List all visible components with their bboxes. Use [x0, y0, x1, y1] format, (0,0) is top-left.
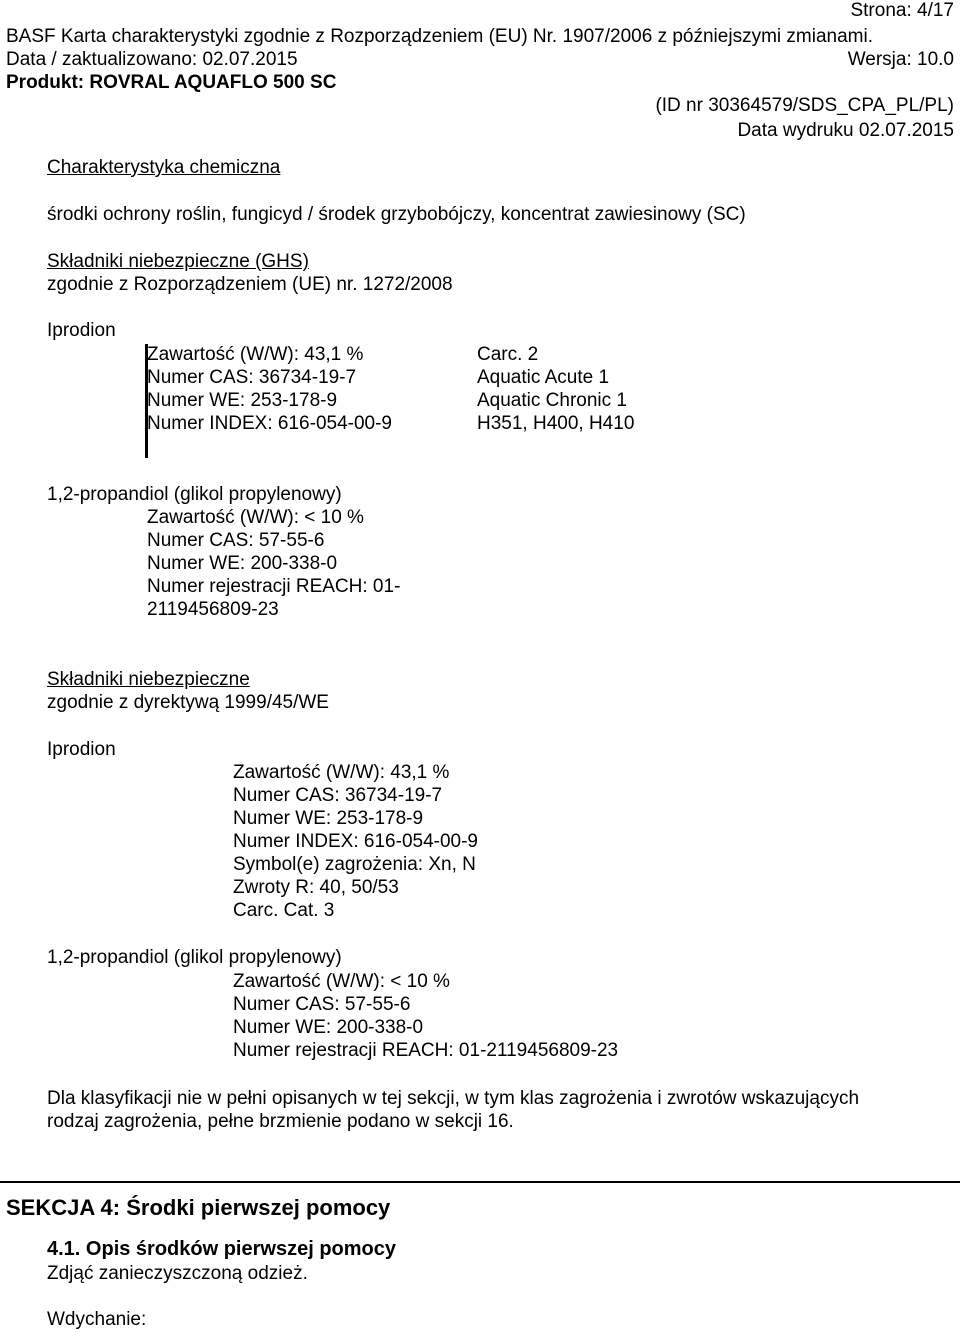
classification-note-line1: Dla klasyfikacji nie w pełni opisanych w tej sekcji, w tym klas zagrożenia i zwrotów wskazujących — [47, 1088, 860, 1109]
ghs-iprodion-index: Numer INDEX: 616-054-00-9 — [147, 413, 392, 434]
dir-heading: Składniki niebezpieczne — [47, 669, 250, 690]
document-title: BASF Karta charakterystyki zgodnie z Rozporządzeniem (EU) Nr. 1907/2006 z późniejszymi zmianami. — [6, 26, 873, 47]
date-updated: Data / zaktualizowano: 02.07.2015 — [6, 49, 298, 70]
ghs-propandiol-content: Zawartość (W/W): < 10 % — [147, 507, 364, 528]
ghs-iprodion-name: Iprodion — [47, 320, 116, 341]
section4-text: Zdjąć zanieczyszczoną odzież. — [47, 1263, 308, 1284]
ghs-propandiol-cas: Numer CAS: 57-55-6 — [147, 530, 325, 551]
page-number: Strona: 4/17 — [850, 0, 954, 21]
dir-iprodion-name: Iprodion — [47, 739, 116, 760]
dir-propandiol-name: 1,2-propandiol (glikol propylenowy) — [47, 947, 342, 968]
version: Wersja: 10.0 — [847, 49, 954, 70]
ghs-iprodion-class-carc: Carc. 2 — [477, 344, 539, 365]
ghs-propandiol-we: Numer WE: 200-338-0 — [147, 553, 338, 574]
chem-char-heading: Charakterystyka chemiczna — [47, 157, 281, 178]
section4-subheading: 4.1. Opis środków pierwszej pomocy — [47, 1238, 396, 1260]
dir-propandiol-content: Zawartość (W/W): < 10 % — [233, 971, 450, 992]
document-id: (ID nr 30364579/SDS_CPA_PL/PL) — [655, 95, 954, 116]
dir-iprodion-content: Zawartość (W/W): 43,1 % — [233, 762, 450, 783]
ghs-propandiol-name: 1,2-propandiol (glikol propylenowy) — [47, 484, 342, 505]
section4-inhalation-label: Wdychanie: — [47, 1309, 147, 1330]
classification-note-line2: rodzaj zagrożenia, pełne brzmienie podano w sekcji 16. — [47, 1111, 514, 1132]
dir-propandiol-reach: Numer rejestracji REACH: 01-2119456809-23 — [233, 1040, 619, 1061]
ghs-iprodion-content: Zawartość (W/W): 43,1 % — [147, 344, 364, 365]
dir-iprodion-symbol: Symbol(e) zagrożenia: Xn, N — [233, 854, 476, 875]
dir-propandiol-we: Numer WE: 200-338-0 — [233, 1017, 424, 1038]
dir-iprodion-cas: Numer CAS: 36734-19-7 — [233, 785, 443, 806]
ghs-propandiol-reach: Numer rejestracji REACH: 01- — [147, 576, 401, 597]
ghs-iprodion-hcodes: H351, H400, H410 — [477, 413, 635, 434]
dir-iprodion-carc: Carc. Cat. 3 — [233, 900, 335, 921]
dir-iprodion-r-phrases: Zwroty R: 40, 50/53 — [233, 877, 399, 898]
dir-iprodion-index: Numer INDEX: 616-054-00-9 — [233, 831, 478, 852]
print-date: Data wydruku 02.07.2015 — [737, 120, 954, 141]
ghs-iprodion-class-chronic: Aquatic Chronic 1 — [477, 390, 627, 411]
ghs-heading: Składniki niebezpieczne (GHS) — [47, 251, 309, 272]
dir-propandiol-cas: Numer CAS: 57-55-6 — [233, 994, 411, 1015]
dir-iprodion-we: Numer WE: 253-178-9 — [233, 808, 424, 829]
chem-char-text: środki ochrony roślin, fungicyd / środek grzybobójczy, koncentrat zawiesinowy (SC) — [47, 204, 746, 225]
ghs-iprodion-cas: Numer CAS: 36734-19-7 — [147, 367, 357, 388]
product-name: Produkt: ROVRAL AQUAFLO 500 SC — [6, 72, 337, 93]
dir-subheading: zgodnie z dyrektywą 1999/45/WE — [47, 692, 329, 713]
ghs-subheading: zgodnie z Rozporządzeniem (UE) nr. 1272/2008 — [47, 274, 453, 295]
ghs-propandiol-reach-cont: 2119456809-23 — [147, 599, 279, 620]
section-divider — [0, 1181, 960, 1183]
ghs-iprodion-class-acute: Aquatic Acute 1 — [477, 367, 610, 388]
ghs-iprodion-we: Numer WE: 253-178-9 — [147, 390, 338, 411]
section4-heading: SEKCJA 4: Środki pierwszej pomocy — [6, 1195, 391, 1220]
